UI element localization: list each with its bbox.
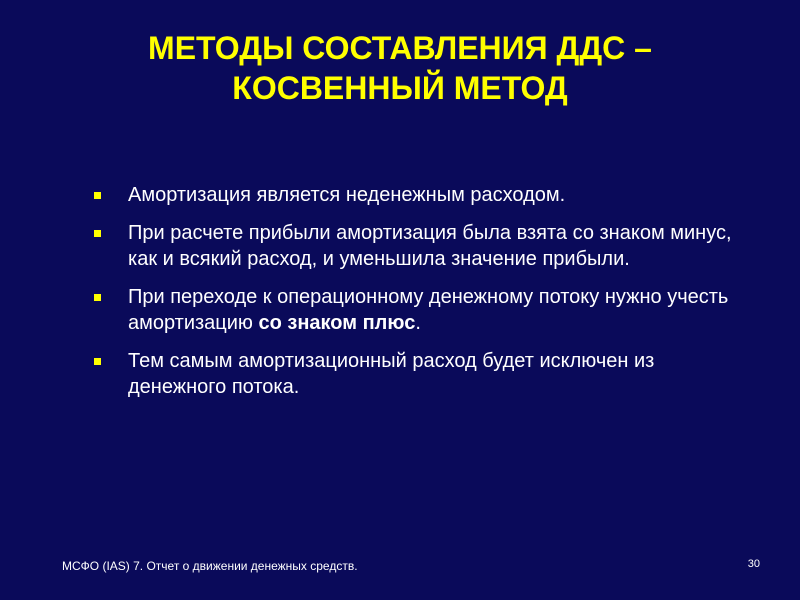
square-bullet-icon: [94, 230, 101, 237]
bullet-text: Амортизация является неденежным расходом.: [128, 184, 566, 206]
square-bullet-icon: [94, 358, 101, 365]
bullet-item: [92, 220, 732, 272]
bullet-list: [92, 182, 732, 412]
square-bullet-icon: [94, 192, 101, 199]
bullet-text: [128, 286, 728, 334]
slide-title: [60, 28, 740, 108]
slide-title-line-1: МЕТОДЫ СОСТАВЛЕНИЯ ДДС –: [148, 30, 652, 66]
bullet-text-part: При переходе к операционному денежному потоку нужно учесть амортизацию: [128, 286, 729, 334]
bullet-text: При расчете прибыли амортизация была взята со знаком минус, как и всякий расход, и уменьшила значение прибыли.: [128, 222, 732, 270]
bullet-text-emphasis: со знаком плюс: [258, 312, 416, 334]
slide-footer: МСФО (IAS) 7. Отчет о движении денежных средств.: [62, 559, 358, 573]
bullet-text: Тем самым амортизационный расход будет исключен из денежного потока.: [128, 350, 655, 398]
bullet-item: [92, 284, 732, 336]
bullet-item: [92, 348, 732, 400]
page-number: 30: [747, 558, 760, 570]
bullet-text-part: .: [415, 312, 421, 334]
square-bullet-icon: [94, 294, 101, 301]
bullet-item: [92, 182, 732, 208]
slide-title-line-2: КОСВЕННЫЙ МЕТОД: [232, 70, 568, 106]
